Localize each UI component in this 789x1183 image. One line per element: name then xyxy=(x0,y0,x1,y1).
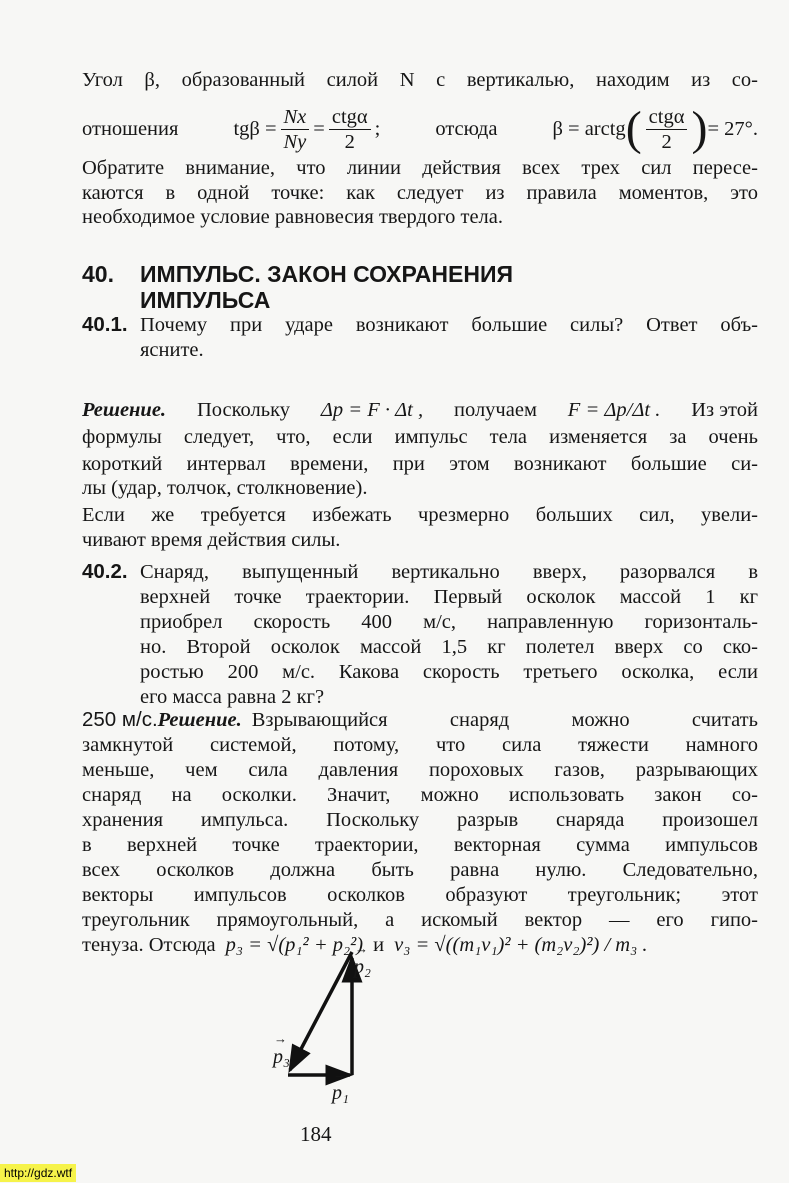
denominator: 2 xyxy=(344,130,355,153)
formula-tg: tgβ = $\frac{Nx}{Ny}$ = ctgα 2 ; xyxy=(233,105,381,153)
label-p2: → p₂ xyxy=(354,956,371,979)
section-title: ИМПУЛЬС. ЗАКОН СОХРАНЕНИЯ xyxy=(140,261,514,287)
text-line: Если же требуется избежать чрезмерно больших сил, увели- xyxy=(82,504,758,526)
formula: p₃ = √(p₁² + p₂²) xyxy=(225,934,364,956)
formula-part: = 27°. xyxy=(707,118,758,140)
text-line: необходимое условие равновесия твердого тела. xyxy=(82,206,504,228)
text: Поскольку xyxy=(196,399,290,421)
formula-part: β = arctg xyxy=(552,118,626,140)
text-line: Угол β, образованный силой N с вертикалью, находим из со- xyxy=(82,69,758,91)
denominator: Ny xyxy=(283,130,307,153)
label-p1: → p₁ xyxy=(332,1082,349,1105)
text-line: верхней точке траектории. Первый осколок массой 1 кг xyxy=(140,586,758,608)
text: Взрывающийся снаряд можно считать xyxy=(251,709,758,731)
numerator: ctgα xyxy=(646,105,688,130)
numerator: ctgα xyxy=(329,105,371,130)
text-line: Обратите внимание, что линии действия всех трех сил пересе- xyxy=(82,157,758,179)
formula-beta: β = arctg ( ctgα 2 ) = 27°. xyxy=(552,102,758,155)
text: получаем xyxy=(454,399,537,421)
question-number: 40.1. xyxy=(82,313,128,336)
text-line: приобрел скорость 400 м/с, направленную горизонталь- xyxy=(140,611,758,633)
text-line: всех осколков должна быть равна нулю. Следовательно, xyxy=(82,859,758,881)
formula: v₃ = √((m₁v₁)² + (m₂v₂)²) / m₃ . xyxy=(394,934,648,956)
label-p3: → p₃ xyxy=(273,1046,290,1069)
question-40-1: Почему при ударе возникают большие силы? Ответ объ- xyxy=(140,314,758,336)
section-number: 40. xyxy=(82,261,114,287)
text-line: каются в одной точке: как следует из правила моментов, это xyxy=(82,182,758,204)
text-line: меньше, чем сила давления пороховых газов, разрывающих xyxy=(82,759,758,781)
text-line: Снаряд, выпущенный вертикально вверх, разорвался в xyxy=(140,561,758,583)
text-line: ростью 200 м/с. Какова скорость третьего осколка, если xyxy=(140,661,758,683)
question-number: 40.2. xyxy=(82,560,128,583)
text: тенуза. Отсюда xyxy=(82,934,216,956)
watermark-link[interactable]: http://gdz.wtf xyxy=(0,1164,76,1182)
solution-label: Решение. xyxy=(157,709,242,731)
text-line: замкнутой системой, потому, что сила тяжести намного xyxy=(82,734,758,756)
text-line: лы (удар, толчок, столкновение). xyxy=(82,477,368,499)
vector-p3 xyxy=(290,952,352,1070)
text-line: ясните. xyxy=(140,339,204,361)
text-line: его масса равна 2 кг? xyxy=(140,686,325,708)
text-line: хранения импульса. Поскольку разрыв снаряда произошел xyxy=(82,809,758,831)
formula-part: ; xyxy=(374,118,381,140)
text: и xyxy=(373,934,385,956)
text-line: треугольник прямоугольный, а искомый вектор — его гипо- xyxy=(82,909,758,931)
text-line: короткий интервал времени, при этом возникают большие си- xyxy=(82,453,758,475)
text-line: в верхней точке траектории, векторная сумма импульсов xyxy=(82,834,758,856)
text: отношения xyxy=(82,118,179,140)
page-number: 184 xyxy=(300,1122,332,1146)
text-line: векторы импульсов осколков образуют треугольник; этот xyxy=(82,884,758,906)
denominator: 2 xyxy=(661,130,672,153)
answer: 250 м/с. xyxy=(82,708,158,731)
formula: F = Δp/Δt . xyxy=(567,399,661,421)
formula-part: tgβ = xyxy=(233,118,277,140)
text-line: формулы следует, что, если импульс тела изменяется за очень xyxy=(82,426,758,448)
section-title-line2: ИМПУЛЬСА xyxy=(140,287,271,313)
text: Из этой xyxy=(691,399,758,421)
numerator: Nx xyxy=(281,105,310,130)
text-line: снаряд на осколки. Значит, можно использовать закон со- xyxy=(82,784,758,806)
text: отсюда xyxy=(435,118,498,140)
text-line: чивают время действия силы. xyxy=(82,529,341,551)
solution-label: Решение. xyxy=(82,399,167,421)
text-line: но. Второй осколок массой 1,5 кг полетел вверх со ско- xyxy=(140,636,758,658)
formula: Δp = F · Δt , xyxy=(320,399,424,421)
